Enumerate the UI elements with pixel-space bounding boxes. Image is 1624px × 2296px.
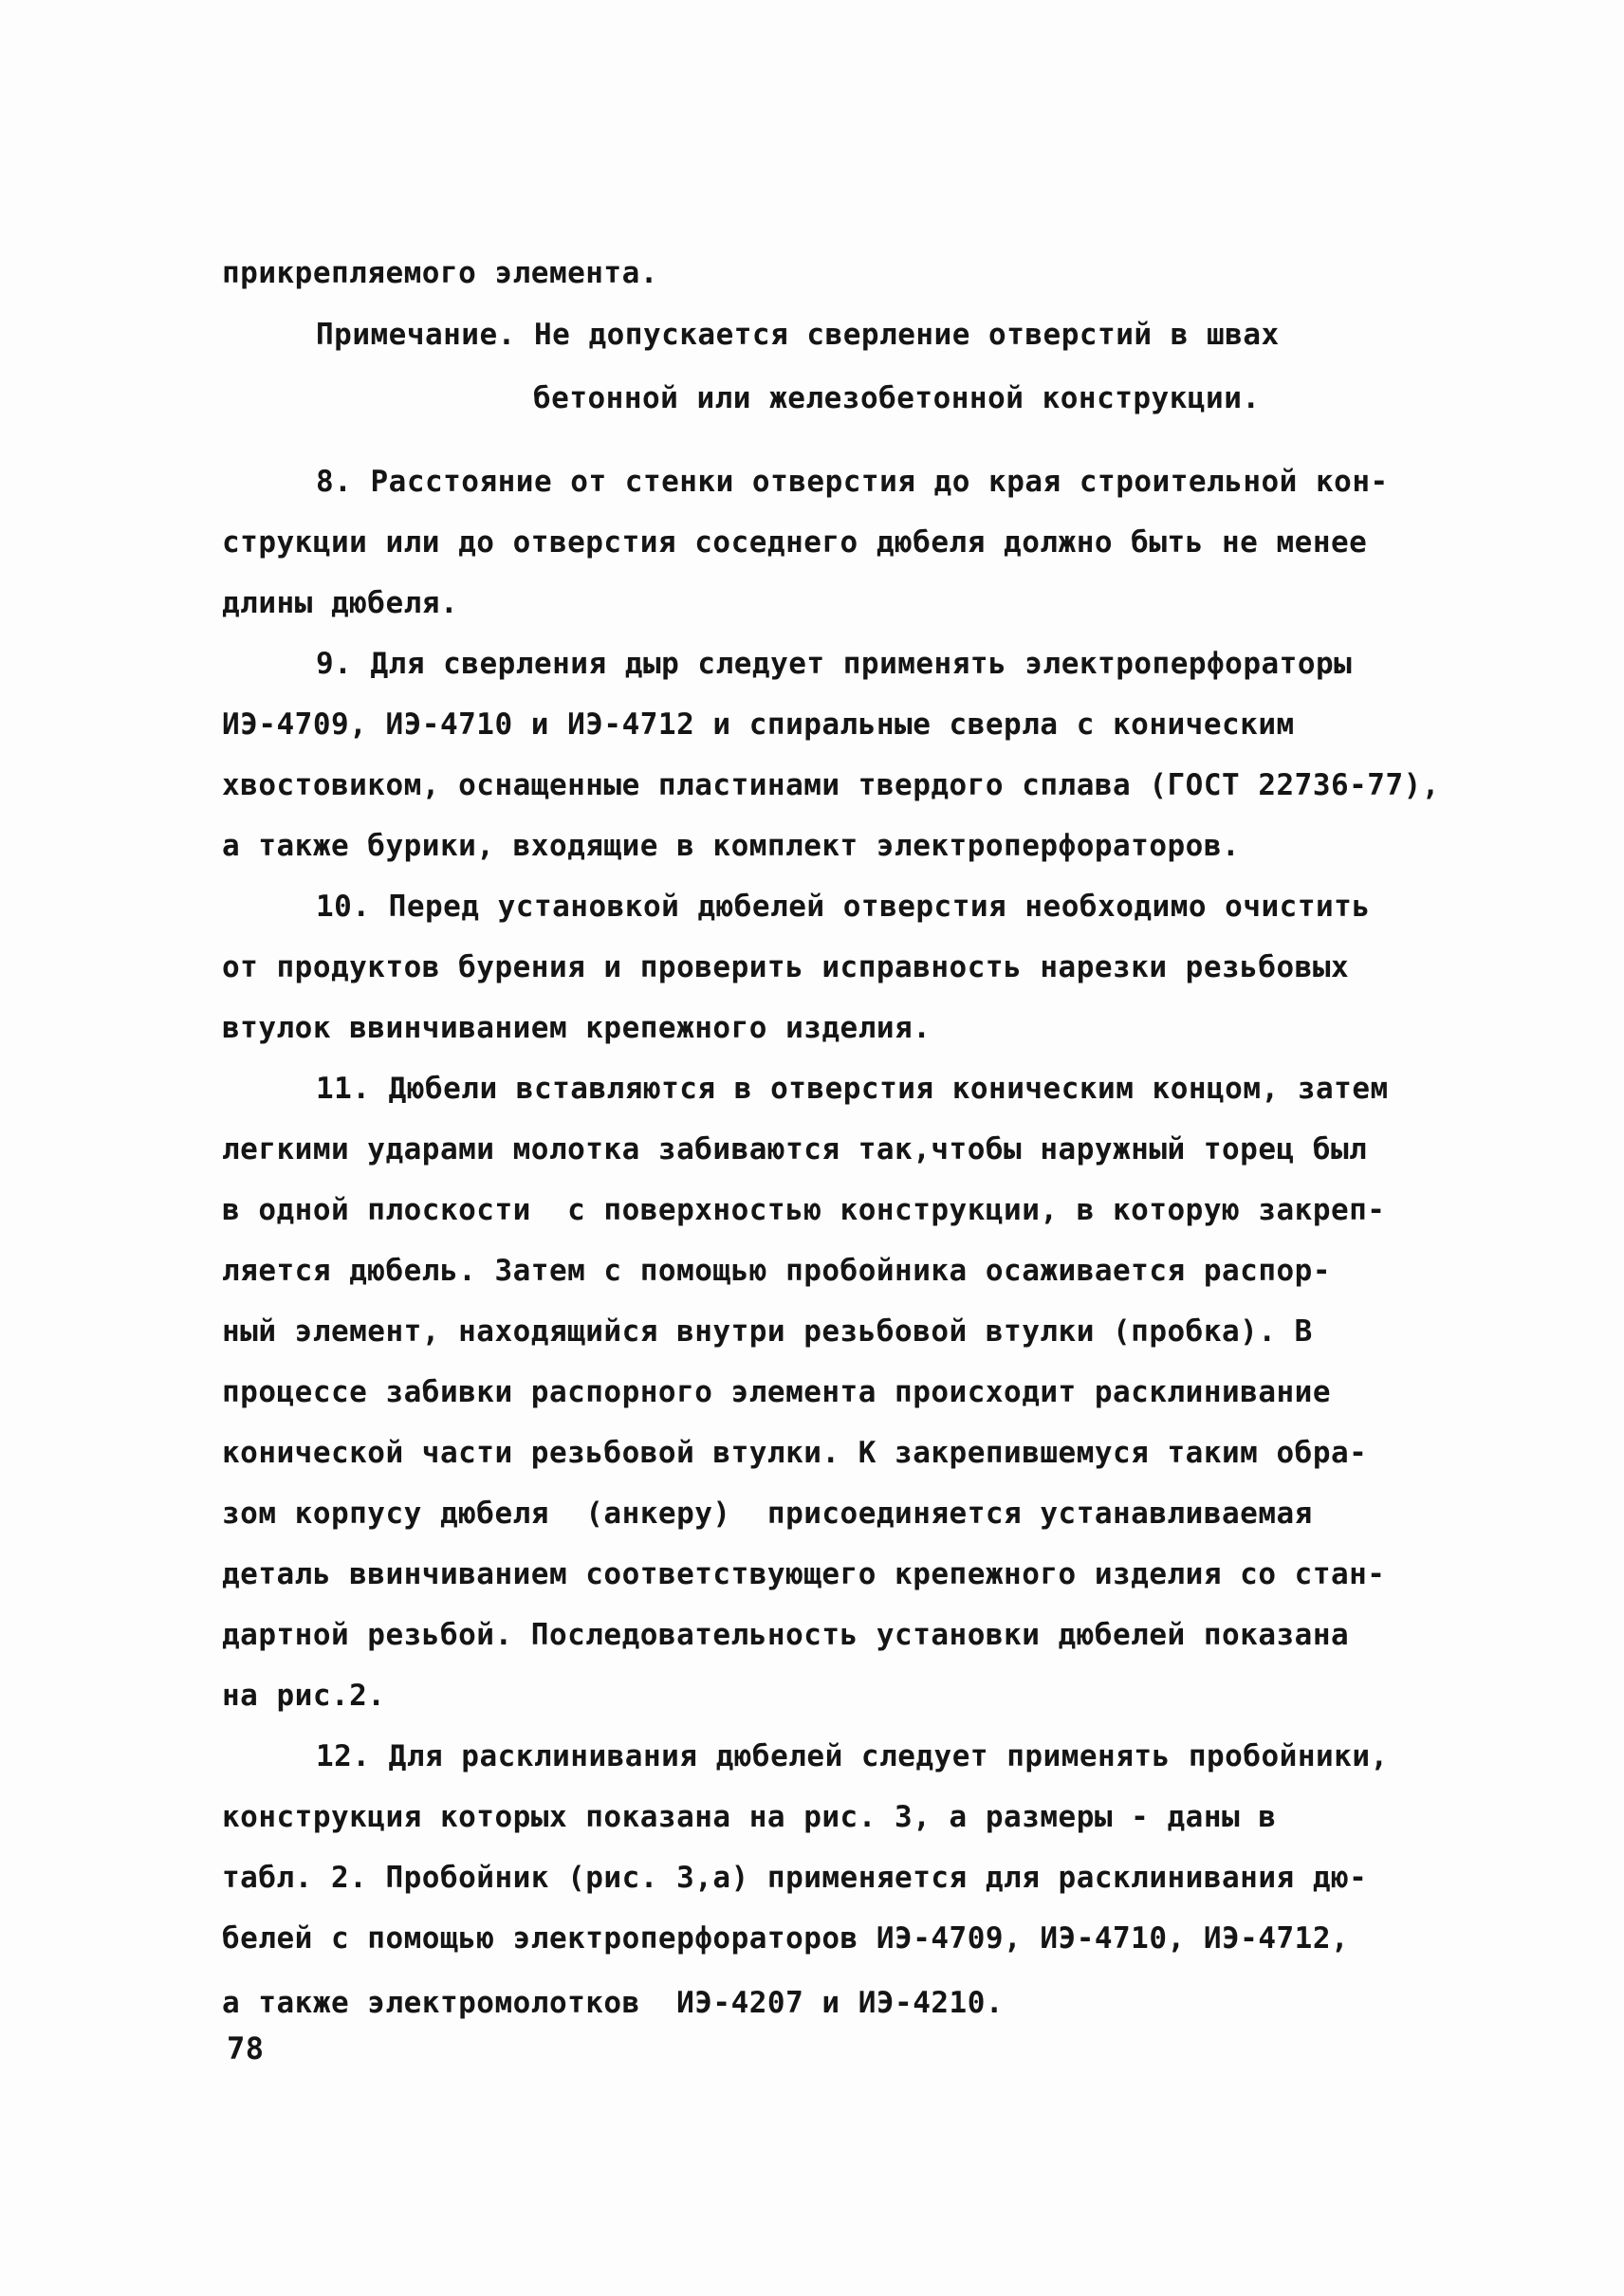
text-line: конической части резьбовой втулки. К закрепившемуся таким обра-: [222, 1436, 1368, 1470]
text-line: 8. Расстояние от стенки отверстия до края строительной кон-: [316, 465, 1389, 499]
text-line: ный элемент, находящийся внутри резьбовой втулки (пробка). В: [222, 1314, 1313, 1349]
text-line: прикрепляемого элемента.: [222, 256, 658, 290]
note-line: Примечание. Не допускается сверление отверстий в швах: [316, 318, 1280, 352]
text-line: на рис.2.: [222, 1679, 386, 1713]
page-number: 78: [227, 2030, 265, 2066]
text-line: зом корпусу дюбеля (анкеру) присоединяется устанавливаемая: [222, 1497, 1313, 1531]
text-line: а также электромолотков ИЭ-4207 и ИЭ-4210.: [222, 1986, 1005, 2020]
text-line: 11. Дюбели вставляются в отверстия коническим концом, затем: [316, 1072, 1389, 1106]
text-line: 9. Для сверления дыр следует применять электроперфораторы: [316, 647, 1353, 681]
text-line: ляется дюбель. Затем с помощью пробойника осаживается распор-: [222, 1254, 1331, 1288]
text-line: 10. Перед установкой дюбелей отверстия необходимо очистить: [316, 890, 1371, 924]
text-line: в одной плоскости с поверхностью конструкции, в которую закреп-: [222, 1193, 1386, 1227]
text-line: от продуктов бурения и проверить исправность нарезки резьбовых: [222, 950, 1350, 984]
text-line: деталь ввинчиванием соответствующего крепежного изделия со стан-: [222, 1557, 1386, 1591]
text-line: процессе забивки распорного элемента происходит расклинивание: [222, 1375, 1331, 1409]
text-line: длины дюбеля.: [222, 586, 459, 620]
text-line: белей с помощью электроперфораторов ИЭ-4709, ИЭ-4710, ИЭ-4712,: [222, 1921, 1350, 1956]
note-line: бетонной или железобетонной конструкции.: [533, 381, 1261, 415]
text-line: а также бурики, входящие в комплект электроперфораторов.: [222, 829, 1241, 863]
text-line: табл. 2. Пробойник (рис. 3,а) применяется для расклинивания дю-: [222, 1861, 1368, 1895]
text-line: легкими ударами молотка забиваются так,чтобы наружный торец был: [222, 1132, 1368, 1166]
text-line: струкции или до отверстия соседнего дюбеля должно быть не менее: [222, 525, 1368, 560]
text-line: 12. Для расклинивания дюбелей следует применять пробойники,: [316, 1739, 1389, 1773]
text-line: дартной резьбой. Последовательность установки дюбелей показана: [222, 1618, 1350, 1652]
text-line: втулок ввинчиванием крепежного изделия.: [222, 1011, 932, 1045]
text-line: хвостовиком, оснащенные пластинами твердого сплава (ГОСТ 22736-77),: [222, 768, 1440, 802]
text-line: ИЭ-4709, ИЭ-4710 и ИЭ-4712 и спиральные сверла с коническим: [222, 707, 1295, 742]
text-line: конструкция которых показана на рис. 3, а размеры - даны в: [222, 1800, 1277, 1834]
